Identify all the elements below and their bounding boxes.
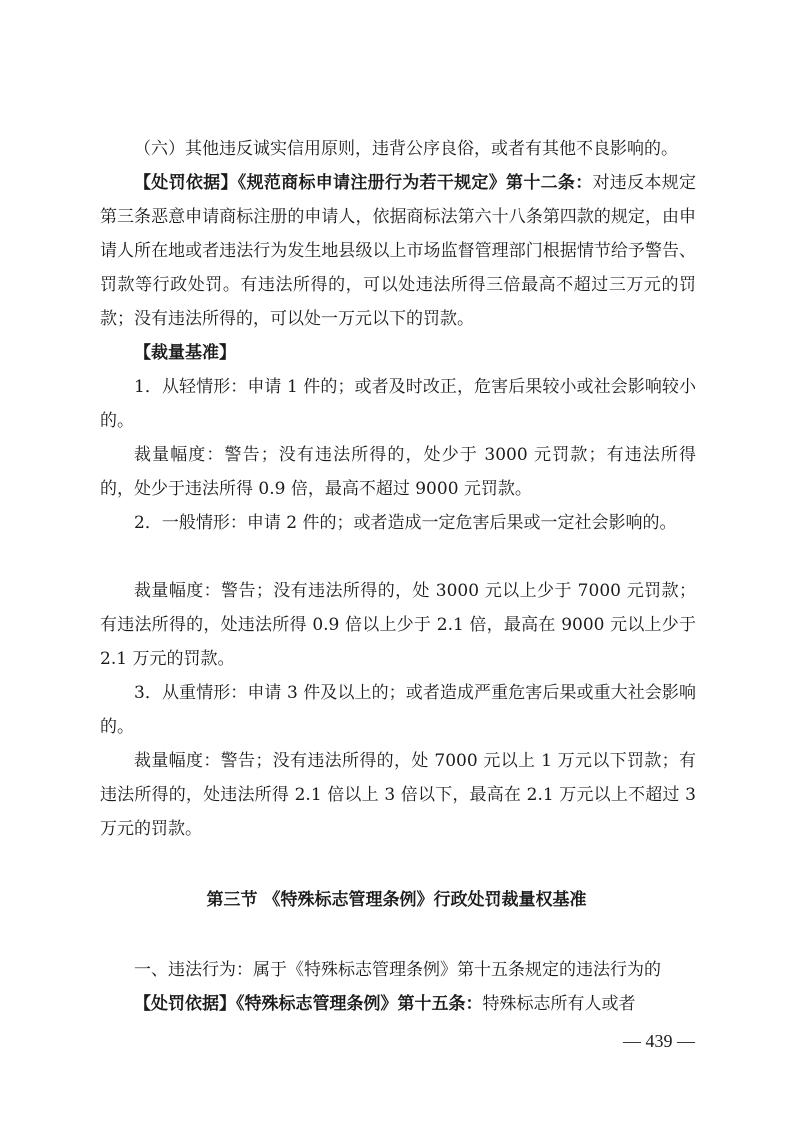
paragraph-light-range: 裁量幅度：警告；没有违法所得的，处少于 3000 元罚款；有违法所得的，处少于违法所得 0.9 倍，最高不超过 9000 元罚款。 [100,445,696,499]
paragraph-light-case: 1．从轻情形：申请 1 件的；或者及时改正，危害后果较小或社会影响较小的。 [100,377,696,431]
penalty-basis-label: 【处罚依据】《规范商标申请注册行为若干规定》第十二条： [134,173,593,193]
special-mark-basis-text: 特殊标志所有人或者 [482,994,636,1014]
paragraph-penalty-basis [100,166,696,336]
special-mark-basis-label: 【处罚依据】《特殊标志管理条例》第十五条： [134,994,483,1014]
paragraph-heavy-range: 裁量幅度：警告；没有违法所得的，处 7000 元以上 1 万元以下罚款；有违法所得的，处违法所得 2.1 倍以上 3 倍以下，最高在 2.1 万元以上不超过 3 万元的罚款。 [100,751,696,839]
paragraph-special-mark-basis [100,987,696,1021]
discretion-standard-label: 【裁量基准】 [134,343,236,363]
paragraph-general-range: 裁量幅度：警告；没有违法所得的，处 3000 元以上少于 7000 元罚款；有违法所得的，处违法所得 0.9 倍以上少于 2.1 倍，最高在 9000 元以上少于 2.1 万元的罚款。 [100,581,696,669]
paragraph-general-case: 2．一般情形：申请 2 件的；或者造成一定危害后果或一定社会影响的。 [134,513,677,533]
page-number: — 439 — [623,1031,695,1051]
section-heading: 第三节 《特殊标志管理条例》行政处罚裁量权基准 [206,890,587,910]
violation-heading: 一、违法行为：属于《特殊标志管理条例》第十五条规定的违法行为的 [134,960,661,980]
paragraph-heavy-case: 3．从重情形：申请 3 件及以上的；或者造成严重危害后果或重大社会影响的。 [100,683,696,737]
penalty-basis-text: 对违反本规定第三条恶意申请商标注册的申请人，依据商标法第六十八条第四款的规定，由申请人所在地或者违法行为发生地县级以上市场监督管理部门根据情节给予警告、罚款等行政处罚。有违法所得的，可以处违法所得三倍最高不超过三万元的罚款；没有违法所得的，可以处一万元以下的罚款。 [100,173,696,329]
paragraph-item-six: （六）其他违反诚实信用原则，违背公序良俗，或者有其他不良影响的。 [134,139,678,159]
